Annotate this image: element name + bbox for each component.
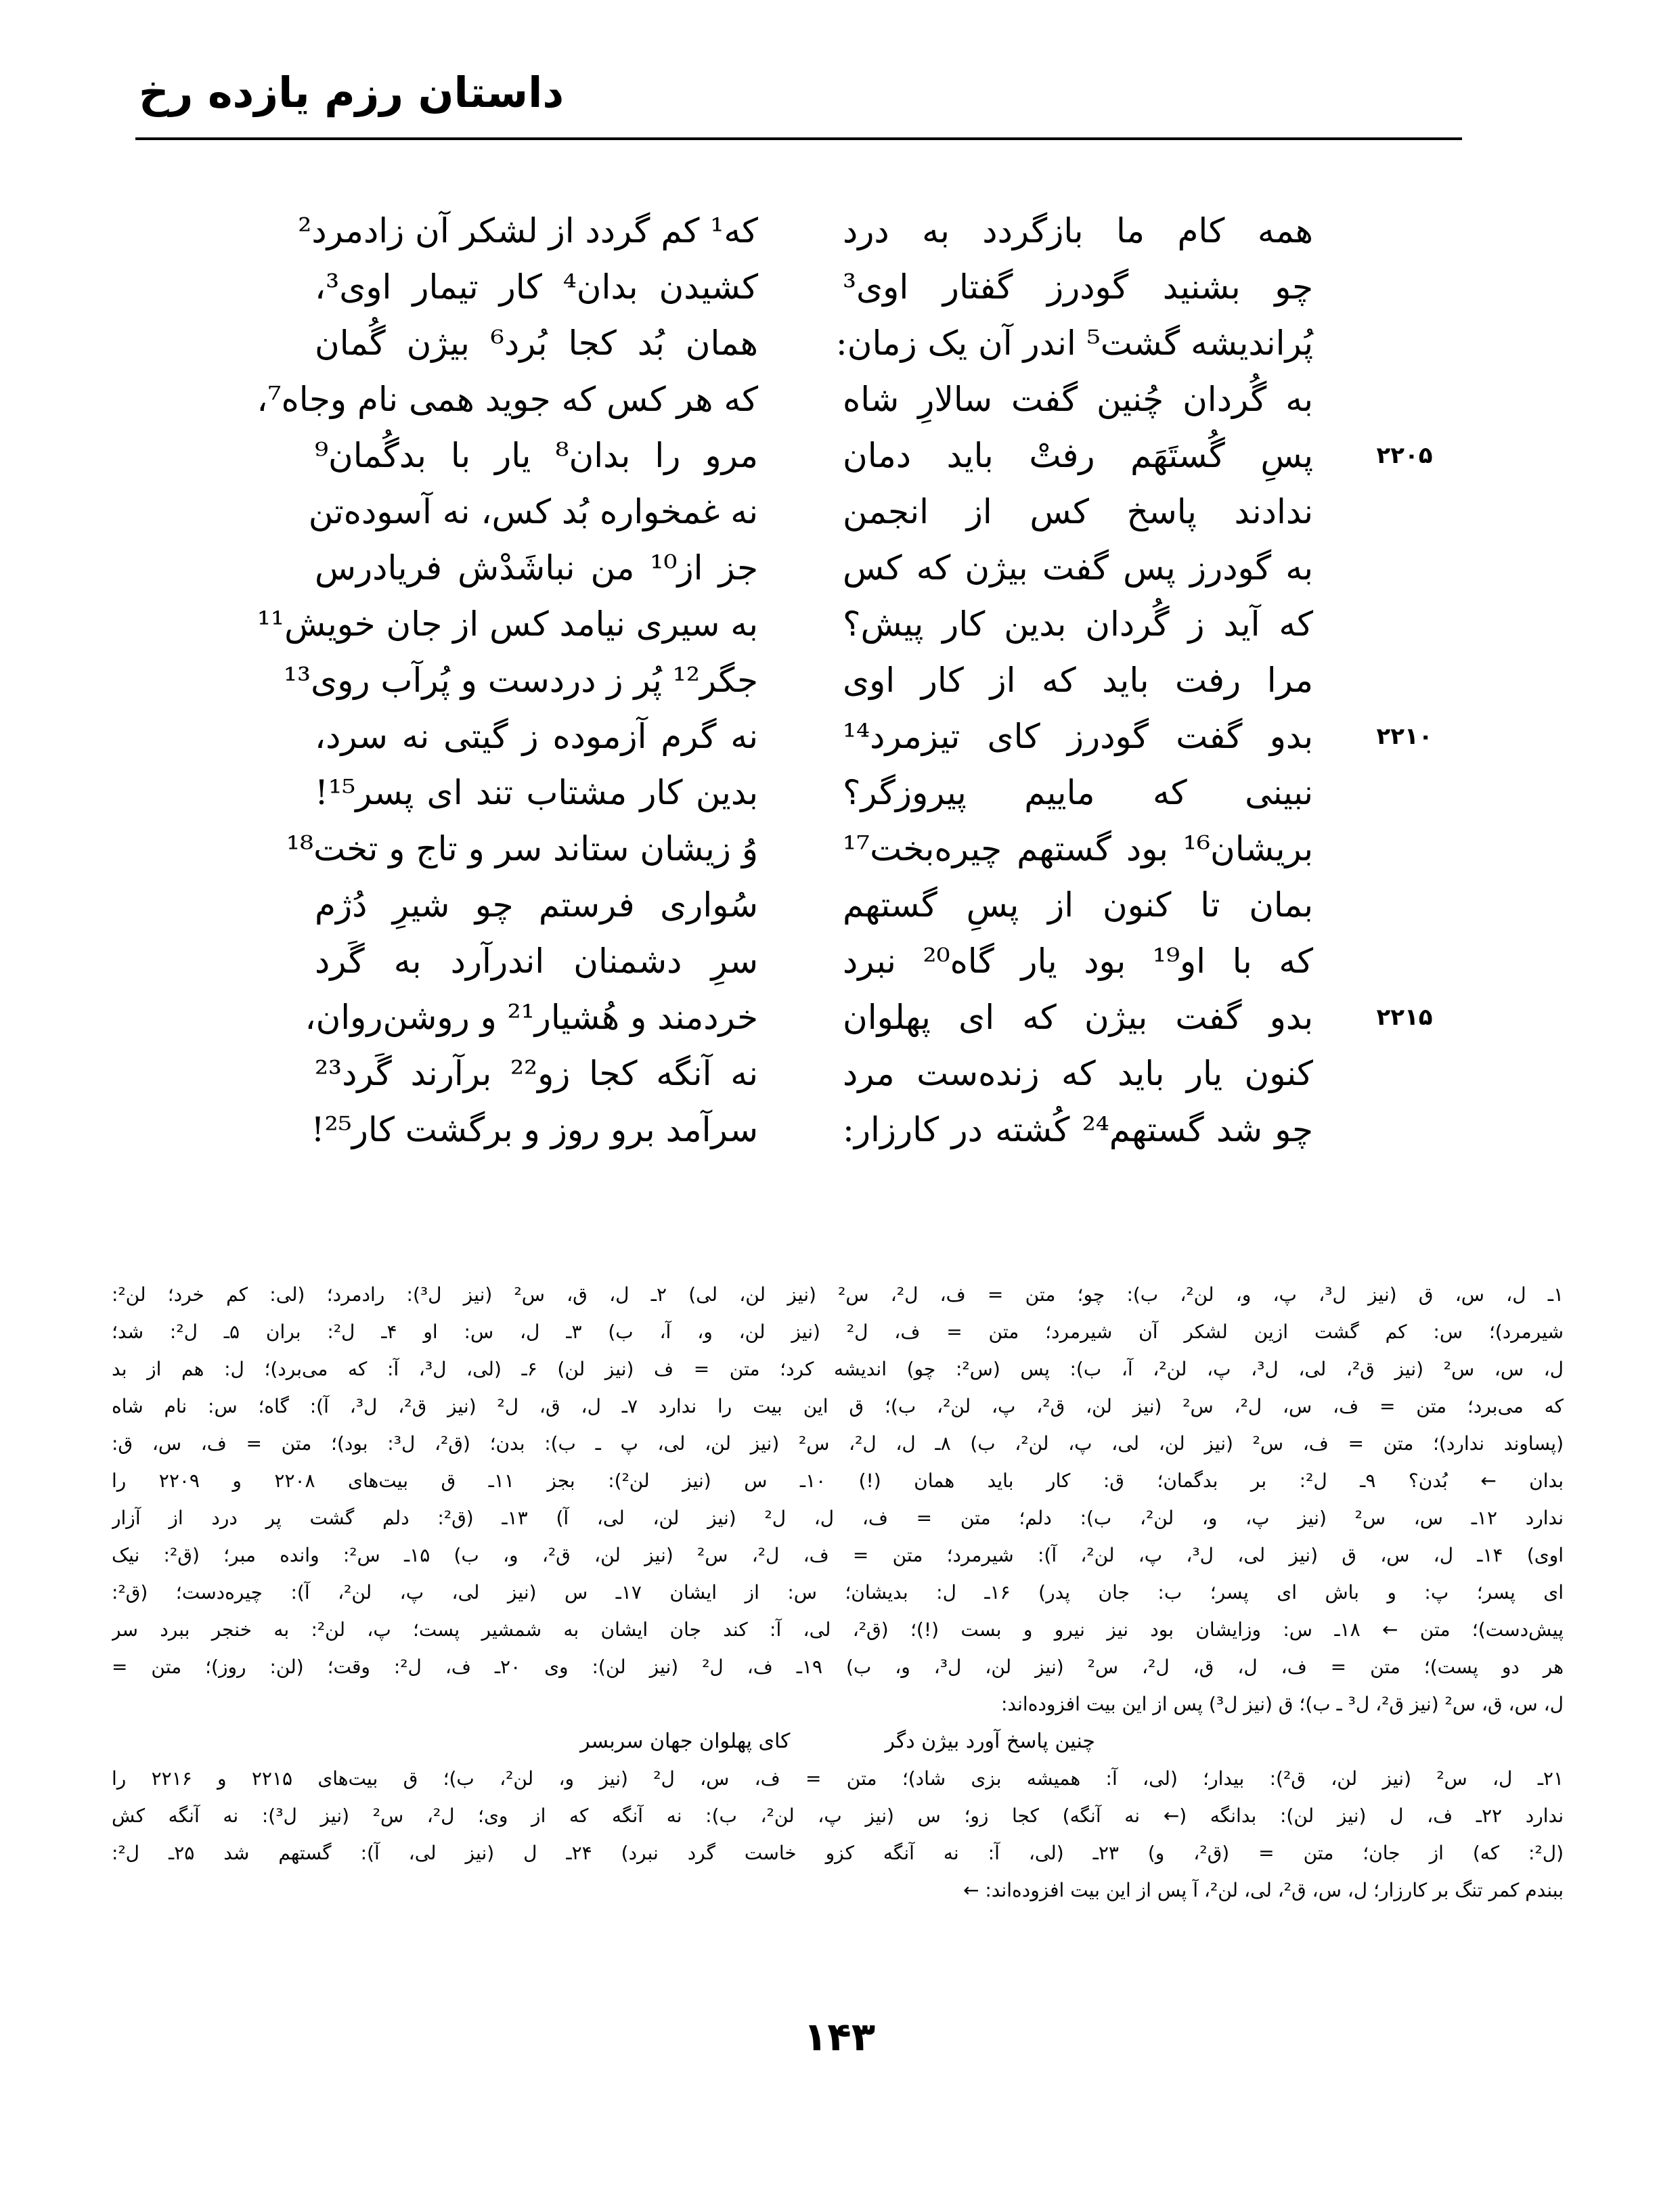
second-hemistich: نه غمخواره بُد کس، نه آسوده‌تن [308,492,758,531]
footnote-line: ببندم کمر تنگ بر کارزار؛ ل، س، ق²، لی، لن²، آ پس از این بیت افزوده‌اند: ← [963,1879,1564,1901]
verse-row [0,315,1680,372]
added-verse-first-hemistich: چنین پاسخ آورد بیژن دگر [885,1729,1095,1753]
footnote-added-verse [112,1723,1564,1760]
verse-row [0,653,1680,709]
critical-apparatus-footnotes [112,1276,1564,1909]
verse-row [0,765,1680,821]
second-hemistich: بدین کار مشتاب تند ای پسر¹⁵! [315,773,758,812]
verse-row [0,203,1680,259]
verse-number: ۲۲۰۵ [1376,442,1433,469]
first-hemistich: نبینی که ماییم پیروزگر؟ [843,773,1313,812]
first-hemistich: پسِ گُستَهَم رفتْ باید دمان [843,436,1313,475]
verse-row [0,540,1680,596]
second-hemistich: مرو را بدان⁸ یار با بدگُمان⁹ [315,436,758,475]
verse-row [0,484,1680,540]
footnote-line: هر دو پست)؛ متن = ف، ل، ق، ل²، س² (نیز لن، ل³، و، ب) ۱۹ـ ف، ل² (نیز لن): وی ۲۰ـ ف، ل²: وقت؛ (لن: روز)؛ متن = [112,1656,1564,1678]
verse-row [0,596,1680,653]
first-hemistich: بدو گفت بیژن که ای پهلوان [843,998,1313,1037]
first-hemistich: چو شد گستهم²⁴ کُشته در کارزار: [843,1110,1314,1149]
second-hemistich: کشیدن بدان⁴ کار تیمار اوی³، [315,267,758,307]
first-hemistich: همه کام ما بازگردد به درد [843,211,1313,250]
footnote-line: ندارد ۲۲ـ ف، ل (نیز لن): بدانگه (← نه آنگه) کجا زو؛ س (نیز پ، لن²، ب): نه آنگه که از وی؛ ل²، س² (نیز ل³): نه آنگه کش [112,1805,1564,1827]
second-hemistich: که¹ کم گردد از لشکر آن زادمرد² [298,211,758,250]
second-hemistich: که هر کس که جوید همی نام وجاه⁷، [257,380,758,419]
verse-row [0,372,1680,428]
first-hemistich: مرا رفت باید که از کار اوی [843,661,1313,700]
footnote-line: که می‌برد؛ متن = ف، س، ل²، س² (نیز لن، ق²، پ، لن²، ب)؛ ق این بیت را ندارد ۷ـ ل، ق، ل² (نیز ق²، ل³، آ): گاه؛ س: نام شاه [112,1395,1564,1417]
footnote-line: (ل²: که) از جان؛ متن = (ق²، و) ۲۳ـ (لی، آ: نه آنگه کزو خاست گرد نبرد) ۲۴ـ ل (نیز لی، آ): گستهم شد ۲۵ـ ل²: [112,1842,1564,1864]
second-hemistich: سرآمد برو روز و برگشت کار²⁵! [311,1110,758,1149]
added-verse-second-hemistich: کای پهلوان جهان سربسر [580,1729,791,1753]
footnote-line: (پساوند ندارد)؛ متن = ف، س² (نیز لن، لی، پ، لن²، ب) ۸ـ ل، ل²، س² (نیز لن، لی، پ ـ ب): بدن؛ (ق²، ل³: بود)؛ متن = ف، س، ق: [112,1432,1564,1455]
second-hemistich: به سیری نیامد کس از جان خویش¹¹ [257,604,758,644]
verse-number: ۲۲۱۰ [1376,723,1433,750]
first-hemistich: بمان تا کنون از پسِ گستهم [843,885,1313,925]
footnote-line: شیرمرد)؛ س: کم گشت ازین لشکر آن شیرمرد؛ متن = ف، ل² (نیز لن، و، آ، ب) ۳ـ ل، س: او ۴ـ ل²: بران ۵ـ ل²: شد؛ [112,1321,1564,1343]
footnote-line: ای پسر؛ پ: و باش ای پسر؛ ب: جان پدر) ۱۶ـ ل: بدیشان؛ س: از ایشان ۱۷ـ س (نیز لی، پ، لن²، آ): چیره‌دست؛ (ق²: [112,1581,1564,1604]
first-hemistich: چو بشنید گودرز گفتار اوی³ [843,267,1313,307]
footnote-line: ۲۱ـ ل، س² (نیز لن، ق²): بیدار؛ (لی، آ: همیشه بزی شاد)؛ متن = ف، س، ل² (نیز و، لن²، ب)؛ ق بیت‌های ۲۲۱۵ و ۲۲۱۶ را [112,1767,1564,1790]
first-hemistich: به گودرز پس گفت بیژن که کس [843,548,1313,588]
footnote-line: بدان ← بُدن؟ ۹ـ ل²: بر بدگمان؛ ق: کار باید همان (!) ۱۰ـ س (نیز لن²): بجز ۱۱ـ ق بیت‌های ۲۲۰۸ و ۲۲۰۹ را [112,1469,1564,1492]
second-hemistich: سُواری فرستم چو شیرِ دُژم [315,885,758,925]
first-hemistich: کنون یار باید که زنده‌ست مرد [843,1054,1313,1093]
running-head-title: داستان رزم یازده رخ [139,68,565,117]
verse-row [0,1102,1680,1158]
first-hemistich: پُراندیشه گشت⁵ اندر آن یک زمان: [835,324,1313,363]
first-hemistich: ندادند پاسخ کس از انجمن [843,492,1313,531]
footnote-line: اوی) ۱۴ـ ل، س، ق (نیز لی، ل³، پ، لن²، آ): شیرمرد؛ متن = ف، ل²، س² (نیز لن، ق²، و، ب) ۱۵ـ س²: وانده مبر؛ (ق²: نیک [112,1544,1564,1566]
footnote-line: پیش‌دست)؛ متن ← ۱۸ـ س: وزایشان بود نیز نیرو و بست (!)؛ (ق²، لی، آ: کند جان ایشان به شمشیر پست؛ پ، لن²: به خنجر ببرد سر [112,1618,1564,1641]
verse-row [0,428,1680,484]
verse-row [0,933,1680,990]
verse-number: ۲۲۱۵ [1376,1004,1433,1031]
page-number: ۱۴۳ [803,2014,876,2060]
verse-row [0,1046,1680,1102]
second-hemistich: نه گرم آزموده ز گیتی نه سرد، [315,717,758,756]
second-hemistich: جز از¹⁰ من نباشَدْش فریادرس [315,548,758,588]
footnote-line: ل، س، س² (نیز ق²، لی، ل³، پ، لن²، آ، ب): پس (س²: چو) اندیشه کرد؛ متن = ف (نیز لن) ۶ـ (لی، ل³، آ: که می‌برد)؛ ل: هم از بد [112,1358,1564,1380]
second-hemistich: همان بُد کجا بُرد⁶ بیژن گُمان [315,324,758,363]
second-hemistich: جگر¹² پُر ز دردست و پُرآب روی¹³ [283,661,758,700]
second-hemistich: سرِ دشمنان اندرآرد به گَرد [315,942,758,981]
first-hemistich: که آید ز گُردان بدین کار پیش؟ [843,604,1313,644]
verse-row [0,259,1680,315]
verse-row [0,821,1680,877]
footnote-line: ۱ـ ل، س، ق (نیز ل³، پ، و، لن²، ب): چو؛ متن = ف، ل²، س² (نیز لن، لی) ۲ـ ل، ق، س² (نیز ل³): رادمرد؛ (لی: کم خرد؛ لن²: [112,1283,1564,1306]
verse-row [0,990,1680,1046]
verse-row [0,709,1680,765]
header-rule [135,137,1462,140]
verse-row [0,877,1680,933]
second-hemistich: نه آنگه کجا زو²² برآرند گَرد²³ [315,1054,758,1093]
footnote-line: ل، س، ق، س² (نیز ق²، ل³ ـ ب)؛ ق (نیز ل³) پس از این بیت افزوده‌اند: [1000,1693,1564,1715]
second-hemistich: خردمند و هُشیار²¹ و روشن‌روان، [305,998,758,1037]
first-hemistich: به گُردان چُنین گفت سالارِ شاه [843,380,1313,419]
first-hemistich: که با او¹⁹ بود یار گاه²⁰ نبرد [843,942,1313,981]
second-hemistich: وُ زیشان ستاند سر و تاج و تخت¹⁸ [286,829,758,868]
first-hemistich: بدو گفت گودرز کای تیزمرد¹⁴ [843,717,1313,756]
first-hemistich: بریشان¹⁶ بود گستهم چیره‌بخت¹⁷ [843,829,1313,868]
footnote-line: ندارد ۱۲ـ س، س² (نیز پ، و، لن²، ب): دلم؛ متن = ف، ل، ل² (نیز لن، لی، آ) ۱۳ـ (ق²: دلم گشت پر درد از آزار [112,1507,1564,1529]
